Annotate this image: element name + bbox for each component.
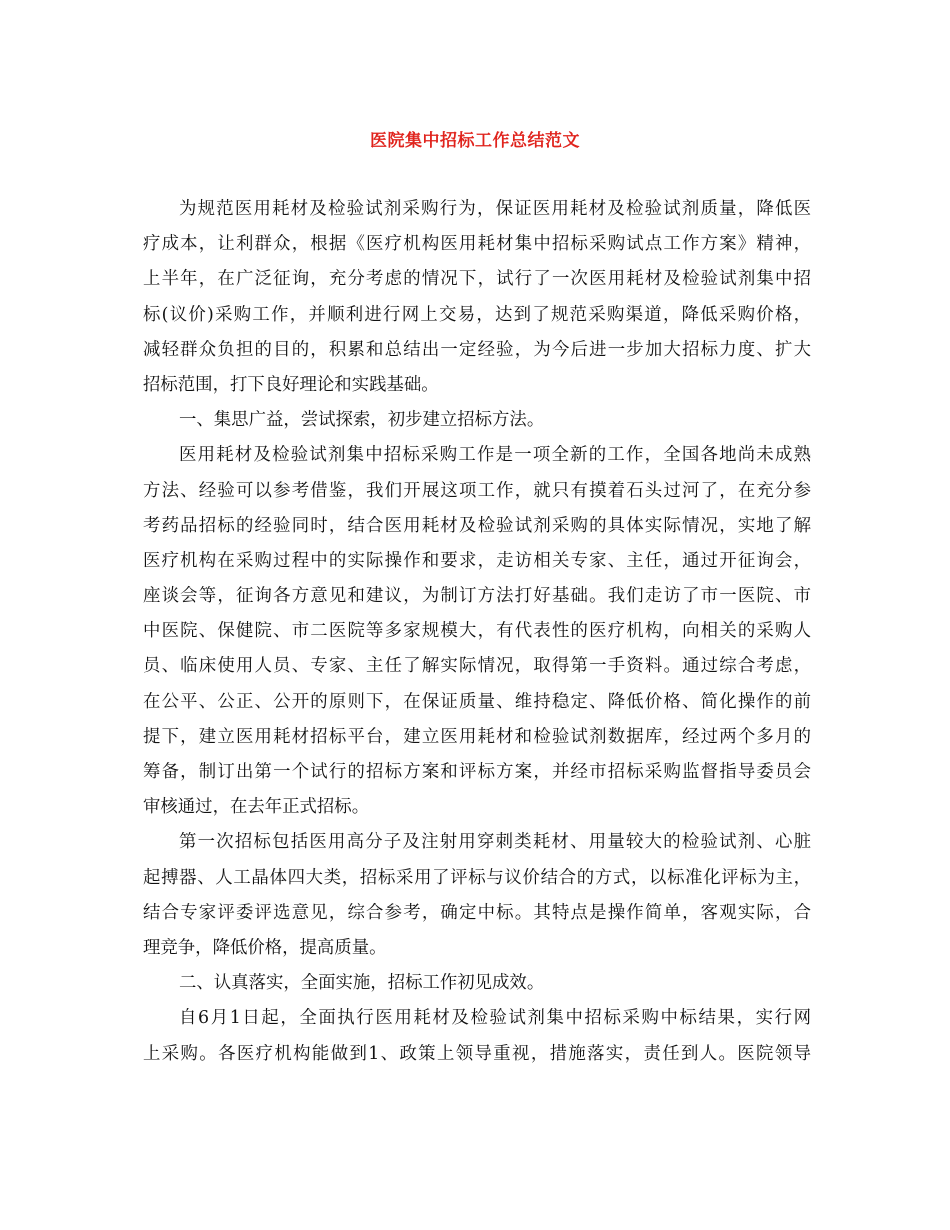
section-heading: 二、认真落实，全面实施，招标工作初见成效。 xyxy=(179,973,545,994)
paragraph-line: 考药品招标的经验同时，结合医用耗材及检验试剂采购的具体实际情况，实地了解 xyxy=(143,515,811,536)
paragraph-line: 第一次招标包括医用高分子及注射用穿刺类耗材、用量较大的检验试剂、心脏 xyxy=(179,832,811,853)
paragraph-line: 上采购。各医疗机构能做到1、政策上领导重视，措施落实，责任到人。医院领导 xyxy=(143,1043,811,1064)
paragraph-line: 座谈会等，征询各方意见和建议，为制订方法打好基础。我们走访了市一医院、市 xyxy=(143,586,811,607)
document-body xyxy=(143,192,811,1072)
document-title: 医院集中招标工作总结范文 xyxy=(370,131,580,151)
paragraph-line: 自6月1日起，全面执行医用耗材及检验试剂集中招标采购中标结果，实行网 xyxy=(179,1008,811,1029)
paragraph-line: 标(议价)采购工作，并顺利进行网上交易，达到了规范采购渠道，降低采购价格， xyxy=(143,304,811,325)
paragraph-line: 在公平、公正、公开的原则下，在保证质量、维持稳定、降低价格、简化操作的前 xyxy=(143,691,811,712)
paragraph-line: 结合专家评委评选意见，综合参考，确定中标。其特点是操作简单，客观实际，合 xyxy=(143,902,811,923)
paragraph-line: 方法、经验可以参考借鉴，我们开展这项工作，就只有摸着石头过河了，在充分参 xyxy=(143,480,811,501)
section-heading: 一、集思广益，尝试探索，初步建立招标方法。 xyxy=(179,410,545,431)
paragraph-line: 招标范围，打下良好理论和实践基础。 xyxy=(143,374,439,395)
paragraph-line: 中医院、保健院、市二医院等多家规模大，有代表性的医疗机构，向相关的采购人 xyxy=(143,621,811,642)
paragraph-line: 医疗机构在采购过程中的实际操作和要求，走访相关专家、主任，通过开征询会， xyxy=(143,550,811,571)
paragraph-line: 起搏器、人工晶体四大类，招标采用了评标与议价结合的方式，以标准化评标为主， xyxy=(143,867,811,888)
paragraph-line: 疗成本，让利群众，根据《医疗机构医用耗材集中招标采购试点工作方案》精神， xyxy=(143,234,811,255)
paragraph-line: 审核通过，在去年正式招标。 xyxy=(143,797,370,818)
paragraph-line: 员、临床使用人员、专家、主任了解实际情况，取得第一手资料。通过综合考虑， xyxy=(143,656,811,677)
paragraph-line: 上半年，在广泛征询，充分考虑的情况下，试行了一次医用耗材及检验试剂集中招 xyxy=(143,269,811,290)
paragraph-line: 为规范医用耗材及检验试剂采购行为，保证医用耗材及检验试剂质量，降低医 xyxy=(179,199,811,219)
paragraph-line: 筹备，制订出第一个试行的招标方案和评标方案，并经市招标采购监督指导委员会 xyxy=(143,762,811,782)
paragraph-line: 提下，建立医用耗材招标平台，建立医用耗材和检验试剂数据库，经过两个多月的 xyxy=(143,726,811,747)
paragraph-line: 理竞争，降低价格，提高质量。 xyxy=(143,937,387,958)
paragraph-line: 医用耗材及检验试剂集中招标采购工作是一项全新的工作，全国各地尚未成熟 xyxy=(179,445,811,466)
paragraph-line: 减轻群众负担的目的，积累和总结出一定经验，为今后进一步加大招标力度、扩大 xyxy=(143,339,811,360)
